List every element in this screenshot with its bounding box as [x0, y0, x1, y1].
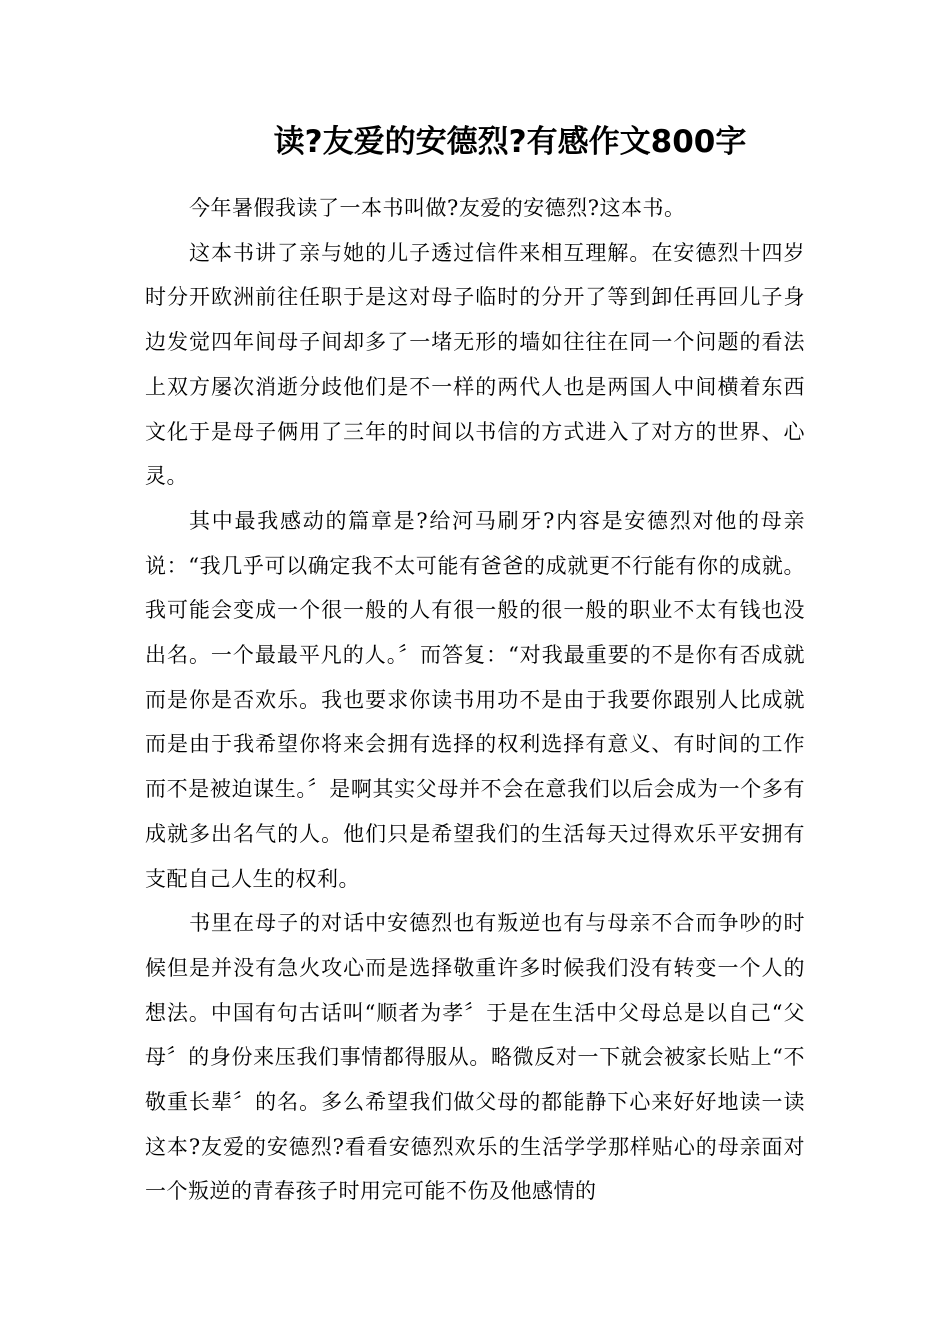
document-title: 读?友爱的安德烈?有感作文800字 — [273, 124, 747, 160]
paragraph-1: 今年暑假我读了一本书叫做?友爱的安德烈?这本书。 — [189, 196, 686, 220]
paragraph-3: 其中最我感动的篇章是?给河马刷牙?内容是安德烈对他的母亲说：“我几乎可以确定我不太可能有爸爸的成就更不行能有你的成就。我可能会变成一个很一般的人有很一般的很一般的职业不太有钱也没出名。一个最最平凡的人。〞而答复：“对我最重要的不是你有否成就而是你是否欢乐。我也要求你读书用功不是由于我要你跟别人比成就而是由于我希望你将来会拥有选择的权利选择有意义、有时间的工作而不是被迫谋生。〞是啊其实父母并不会在意我们以后会成为一个多有成就多出名气的人。他们只是希望我们的生活每天过得欢乐平安拥有支配自己人生的权利。 — [145, 508, 805, 891]
document-body — [145, 186, 805, 1214]
paragraph-4: 书里在母子的对话中安德烈也有叛逆也有与母亲不合而争吵的时候但是并没有急火攻心而是选择敬重许多时候我们没有转变一个人的想法。中国有句古话叫“顺者为孝〞于是在生活中父母总是以自己“父母〞的身份来压我们事情都得服从。略微反对一下就会被家长贴上“不敬重长辈〞的名。多么希望我们做父母的都能静下心来好好地读一读这本?友爱的安德烈?看看安德烈欢乐的生活学学那样贴心的母亲面对一个叛逆的青春孩子时用完可能不伤及他感情的 — [145, 911, 805, 1204]
paragraph-2: 这本书讲了亲与她的儿子透过信件来相互理解。在安德烈十四岁时分开欧洲前往任职于是这对母子临时的分开了等到卸任再回儿子身边发觉四年间母子间却多了一堵无形的墙如往往在同一个问题的看法上双方屡次消逝分歧他们是不一样的两代人也是两国人中间横着东西文化于是母子俩用了三年的时间以书信的方式进入了对方的世界、心灵。 — [145, 240, 805, 489]
